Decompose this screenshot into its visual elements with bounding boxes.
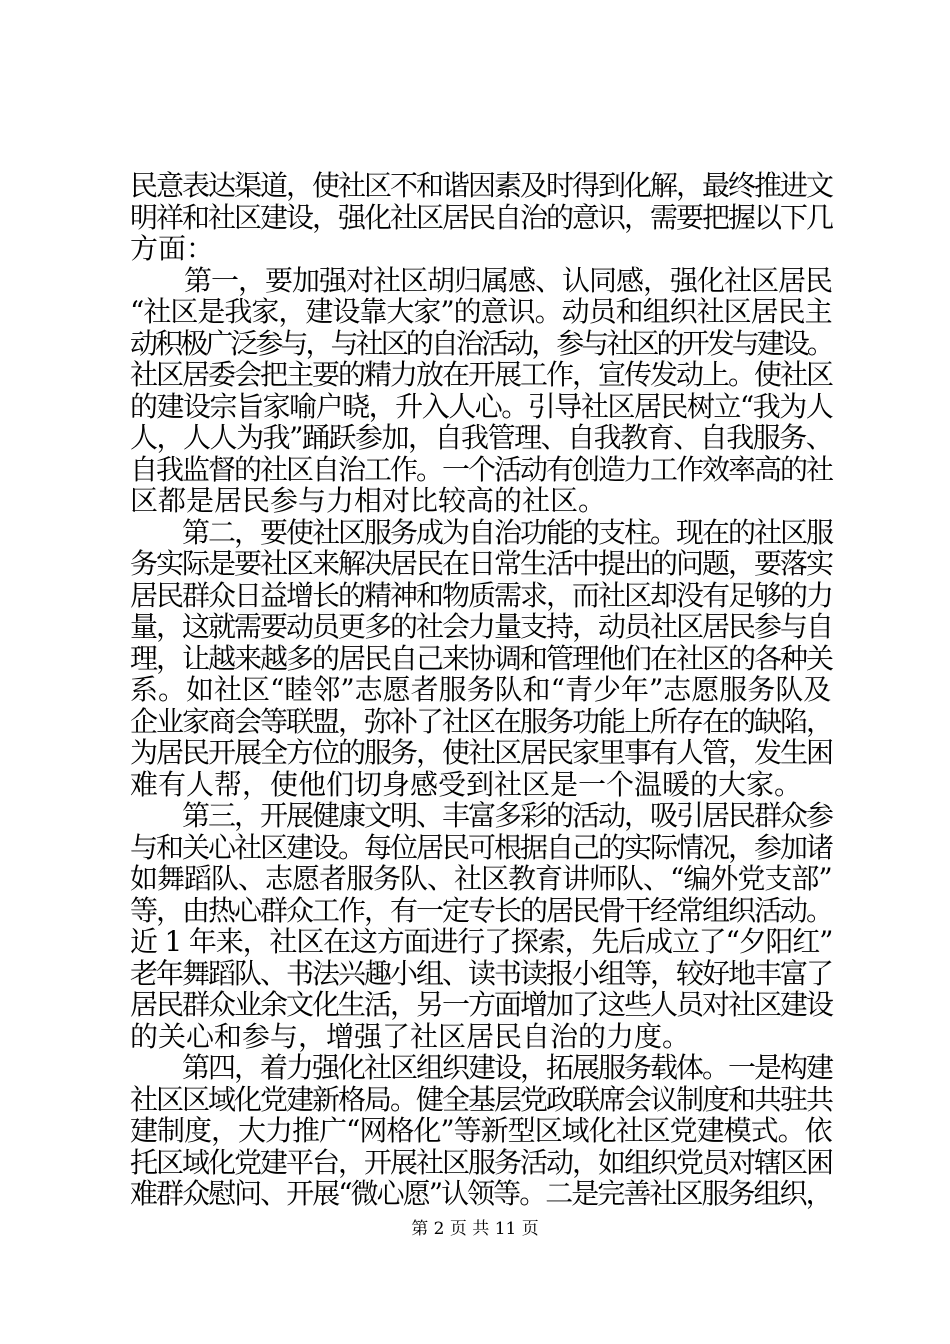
text-line: 为居民开展全方位的服务，使社区居民家里事有人管，发生困 [130,736,833,769]
text-line: 明祥和社区建设，强化社区居民自治的意识，需要把握以下几 [130,200,833,234]
text-line: 社区区域化党建新格局。健全基层党政联席会议制度和共驻共 [130,1082,833,1116]
text-line: 务实际是要社区来解决居民在日常生活中提出的问题，要落实 [130,547,833,580]
text-line: 系。如社区“睦邻”志愿者服务队和“青少年”志愿服务队及 [130,673,832,706]
text-line: 老年舞蹈队、书法兴趣小组、读书读报小组等，较好地丰富了 [130,956,833,990]
text-line: 建制度，大力推广“网格化”等新型区域化社区党建模式。依 [130,1114,832,1147]
text-line: 民意表达渠道，使社区不和谐因素及时得到化解，最终推进文 [130,169,833,202]
text-line: 居民群众日益增长的精神和物质需求，而社区却没有足够的力 [130,578,833,612]
text-line: 第一，要加强对社区胡归属感、认同感，强化社区居民 [130,263,833,297]
page-footer: 第 2 页 共 11 页 [411,1219,539,1239]
body-text [130,170,832,1210]
text-line: 近 1 年来，社区在这方面进行了探索，先后成立了“夕阳红” [130,925,833,958]
text-line: 的关心和参与，增强了社区居民自治的力度。 [130,1019,691,1053]
text-line: 的建设宗旨家喻户晓，升入人心。引导社区居民树立“我为人 [130,389,833,423]
text-line: 与和关心社区建设。每位居民可根据自己的实际情况，参加诸 [130,830,833,864]
text-line: 等，由热心群众工作，有一定专长的居民骨干经常组织活动。 [130,893,833,927]
text-line: “社区是我家，建设靠大家”的意识。动员和组织社区居民主 [130,295,832,328]
text-line: 居民群众业余文化生活，另一方面增加了这些人员对社区建设 [130,988,833,1021]
text-line: 区都是居民参与力相对比较高的社区。 [130,484,607,517]
text-line: 量，这就需要动员更多的社会力量支持，动员社区居民参与自 [130,610,833,643]
text-line: 如舞蹈队、志愿者服务队、社区教育讲师队、“编外党支部” [130,862,832,895]
text-line: 社区居委会把主要的精力放在开展工作，宣传发动上。使社区 [130,358,833,391]
text-line: 方面： [130,232,215,265]
text-line: 第三，开展健康文明、丰富多彩的活动，吸引居民群众参 [130,799,833,832]
text-line: 托区域化党建平台，开展社区服务活动，如组织党员对辖区困 [130,1145,833,1179]
text-line: 动积极广泛参与，与社区的自治活动，参与社区的开发与建设。 [130,326,833,360]
text-line: 难有人帮，使他们切身感受到社区是一个温暖的大家。 [130,767,803,801]
text-line: 自我监督的社区自治工作。一个活动有创造力工作效率高的社 [130,452,833,486]
text-line: 理，让越来越多的居民自己来协调和管理他们在社区的各种关 [130,641,833,675]
text-line: 第四，着力强化社区组织建设，拓展服务载体。一是构建 [130,1051,833,1084]
text-line: 企业家商会等联盟，弥补了社区在服务功能上所存在的缺陷， [130,704,833,738]
text-line: 难群众慰问、开展“微心愿”认领等。二是完善社区服务组织， [130,1177,832,1210]
text-line: 第二，要使社区服务成为自治功能的支柱。现在的社区服 [130,515,833,549]
text-line: 人，人人为我”踊跃参加，自我管理、自我教育、自我服务、 [130,421,833,454]
